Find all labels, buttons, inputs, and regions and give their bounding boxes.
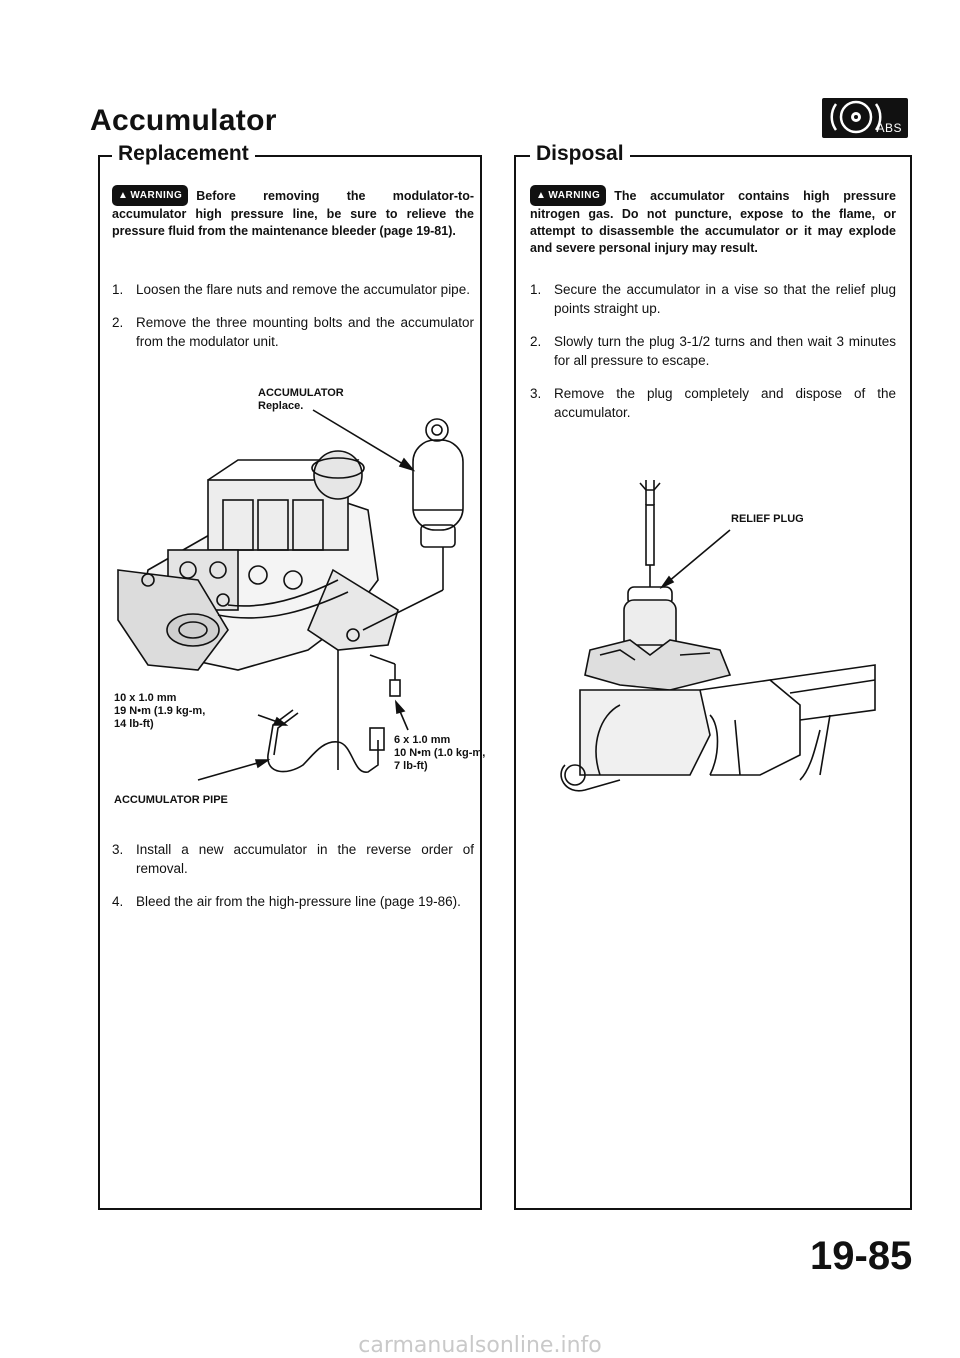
warning-text: The accumulator contains high pressure nitrogen gas. Do not puncture, expose to the flame, or attempt to disassemble the accumulator or it may explode and severe personal injury may result. <box>530 189 896 255</box>
replacement-warning <box>112 185 474 240</box>
step-2: 2. Remove the three mounting bolts and the accumulator from the modulator unit. <box>112 315 474 349</box>
vise-accumulator-illustration <box>560 475 880 805</box>
watermark: carmanualsonline.info <box>358 1333 602 1358</box>
bolt-spec: 6 x 1.0 mm 10 N•m (1.0 kg-m, 7 lb-ft) <box>394 734 486 772</box>
disposal-warning <box>530 185 896 257</box>
replacement-steps-after <box>112 840 474 911</box>
step-1: 1. Secure the accumulator in a vise so that the relief plug points straight up. <box>530 282 896 316</box>
replacement-steps-before <box>112 280 474 351</box>
disposal-steps <box>530 280 896 422</box>
abs-badge <box>822 98 908 138</box>
page-title: Accumulator <box>90 104 277 137</box>
step-2: 2. Slowly turn the plug 3-1/2 turns and then wait 3 minutes for all pressure to escape. <box>530 334 896 368</box>
abs-badge-label: ABS <box>876 121 902 135</box>
disposal-heading: Disposal <box>530 142 630 166</box>
step-4: 4. Bleed the air from the high-pressure line (page 19-86). <box>112 894 461 909</box>
flare-nut-spec: 10 x 1.0 mm 19 N•m (1.9 kg-m, 14 lb-ft) <box>114 692 206 730</box>
step-3: 3. Remove the plug completely and dispose of the accumulator. <box>530 386 896 420</box>
accumulator-pipe-label: ACCUMULATOR PIPE <box>114 794 228 806</box>
replacement-heading: Replacement <box>112 142 255 166</box>
step-3: 3. Install a new accumulator in the reverse order of removal. <box>112 842 474 876</box>
accumulator-label: ACCUMULATOR Replace. <box>258 387 344 412</box>
page-number: 19-85 <box>810 1234 913 1278</box>
warning-badge: ▲ WARNING <box>112 185 188 206</box>
warning-text: Before removing the modulator-to-accumulator high pressure line, be sure to relieve the pressure fluid from the maintenance bleeder (page 19-81). <box>112 189 474 238</box>
step-1: 1. Loosen the flare nuts and remove the accumulator pipe. <box>112 282 470 297</box>
warning-badge: ▲ WARNING <box>530 185 606 206</box>
relief-plug-label: RELIEF PLUG <box>731 513 804 525</box>
